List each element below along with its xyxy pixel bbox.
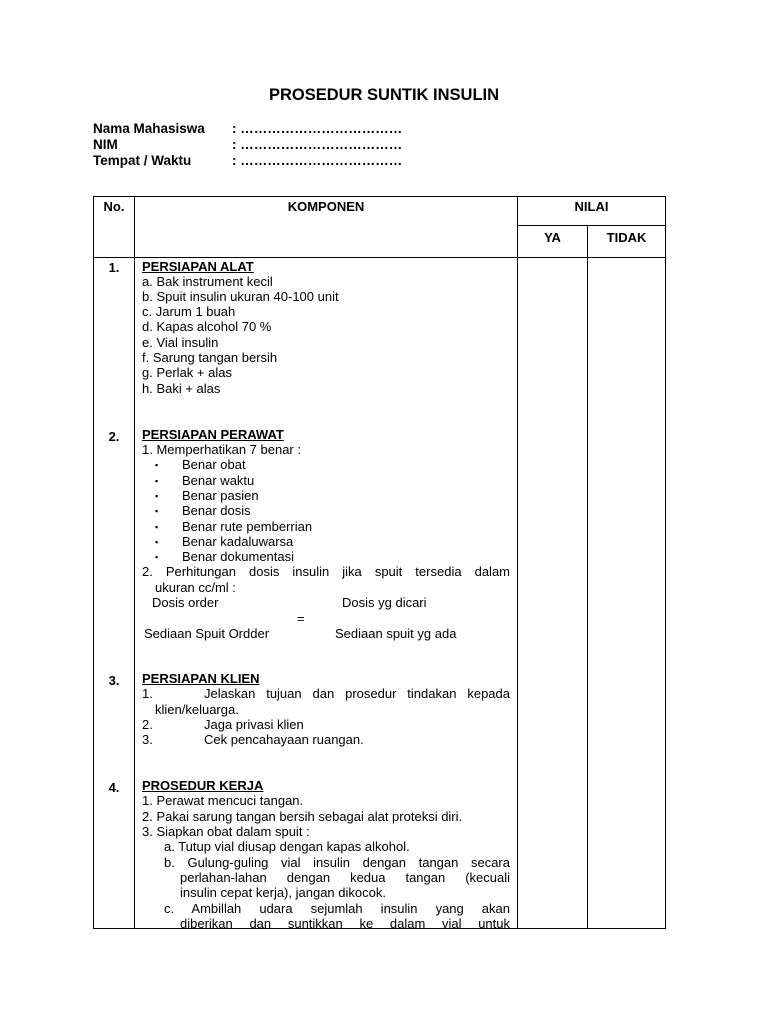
row-number: 4. bbox=[108, 780, 120, 795]
list-item-num: 3. bbox=[142, 732, 153, 747]
list-item: Cek pencahayaan ruangan. bbox=[204, 732, 364, 747]
step-item: 1. Perawat mencuci tangan. bbox=[142, 793, 304, 808]
row-number: 1. bbox=[108, 260, 120, 275]
info-label: Tempat / Waktu bbox=[93, 153, 192, 168]
header-ya: YA bbox=[518, 226, 588, 258]
formula-sediaan-order: Sediaan Spuit Ordder bbox=[144, 626, 270, 641]
bullet-item bbox=[155, 473, 255, 489]
ya-column-cell[interactable] bbox=[518, 258, 588, 929]
calc-instruction-cont: ukuran cc/ml : bbox=[155, 580, 236, 595]
list-item: c. Jarum 1 buah bbox=[142, 304, 236, 319]
student-info bbox=[93, 121, 402, 169]
sub-step-b-cont: perlahan-lahan dengan kedua tangan (kecuali bbox=[180, 870, 510, 885]
list-item-num: 1. bbox=[142, 686, 153, 701]
list-item: Jaga privasi klien bbox=[204, 717, 304, 732]
assessment-table bbox=[93, 196, 666, 929]
header-no: No. bbox=[94, 197, 135, 258]
info-label: Nama Mahasiswa bbox=[93, 121, 205, 136]
header-nilai: NILAI bbox=[518, 197, 666, 226]
bullet-icon: ▪ bbox=[155, 537, 159, 547]
section-title-perawat: PERSIAPAN PERAWAT bbox=[142, 427, 284, 442]
bullet-text: Benar rute pemberrian bbox=[182, 519, 313, 534]
formula-sediaan-ada: Sediaan spuit yg ada bbox=[335, 626, 457, 641]
list-item-num: 2. bbox=[142, 717, 153, 732]
list-item: f. Sarung tangan bersih bbox=[142, 350, 278, 365]
header-tidak: TIDAK bbox=[588, 226, 666, 258]
bullet-icon: ▪ bbox=[155, 476, 159, 486]
bullet-item bbox=[155, 488, 259, 504]
list-item: d. Kapas alcohol 70 % bbox=[142, 319, 272, 334]
list-item: g. Perlak + alas bbox=[142, 365, 232, 380]
bullet-icon: ▪ bbox=[155, 552, 159, 562]
bullet-text: Benar pasien bbox=[182, 488, 259, 503]
bullet-text: Benar dosis bbox=[182, 503, 251, 518]
formula-equals: = bbox=[297, 611, 305, 626]
section-title-prosedur: PROSEDUR KERJA bbox=[142, 778, 264, 793]
calc-instruction: 2. Perhitungan dosis insulin jika spuit tersedia dalam bbox=[142, 564, 510, 579]
formula-dosis-order: Dosis order bbox=[152, 595, 219, 610]
document-title: PROSEDUR SUNTIK INSULIN bbox=[268, 86, 500, 104]
list-item-cont: klien/keluarga. bbox=[155, 702, 239, 717]
sub-step-c-cont: diberikan dan suntikkan ke dalam vial untuk bbox=[180, 916, 510, 929]
bullet-item bbox=[155, 549, 295, 565]
row-number: 2. bbox=[108, 429, 120, 444]
list-item: h. Baki + alas bbox=[142, 381, 221, 396]
info-value: : ……………………………… bbox=[232, 153, 403, 168]
bullet-item bbox=[155, 534, 294, 550]
bullet-text: Benar dokumentasi bbox=[182, 549, 295, 564]
section-title-klien: PERSIAPAN KLIEN bbox=[142, 671, 260, 686]
component-column bbox=[135, 258, 518, 929]
sub-step-a: a. Tutup vial diusap dengan kapas alkohol. bbox=[164, 839, 410, 854]
bullet-text: Benar waktu bbox=[182, 473, 255, 488]
tidak-column-cell[interactable] bbox=[588, 258, 666, 929]
section-title-alat: PERSIAPAN ALAT bbox=[142, 259, 254, 274]
bullet-icon: ▪ bbox=[155, 460, 159, 470]
bullet-item bbox=[155, 457, 246, 473]
step-item: 2. Pakai sarung tangan bersih sebagai alat proteksi diri. bbox=[142, 809, 463, 824]
sub-step-b-cont: insulin cepat kerja), jangan dikocok. bbox=[180, 885, 386, 900]
bullet-icon: ▪ bbox=[155, 522, 159, 532]
bullet-item bbox=[155, 503, 251, 519]
info-row-place-time bbox=[93, 153, 402, 169]
list-item: Jelaskan tujuan dan prosedur tindakan kepada bbox=[204, 686, 510, 701]
list-item: a. Bak instrument kecil bbox=[142, 274, 273, 289]
header-komponen: KOMPONEN bbox=[135, 197, 518, 258]
list-item: b. Spuit insulin ukuran 40-100 unit bbox=[142, 289, 339, 304]
step-item: 3. Siapkan obat dalam spuit : bbox=[142, 824, 310, 839]
list-item: e. Vial insulin bbox=[142, 335, 219, 350]
row-number: 3. bbox=[108, 673, 120, 688]
sub-step-c: c. Ambillah udara sejumlah insulin yang akan bbox=[164, 901, 510, 916]
info-row-nim bbox=[93, 137, 402, 153]
list-item: 1. Memperhatikan 7 benar : bbox=[142, 442, 301, 457]
bullet-text: Benar kadaluwarsa bbox=[182, 534, 294, 549]
bullet-icon: ▪ bbox=[155, 506, 159, 516]
info-label: NIM bbox=[93, 137, 118, 152]
formula-dosis-dicari: Dosis yg dicari bbox=[342, 595, 427, 610]
bullet-icon: ▪ bbox=[155, 491, 159, 501]
info-row-name bbox=[93, 121, 402, 137]
info-value: : ……………………………… bbox=[232, 137, 403, 152]
info-value: : ……………………………… bbox=[232, 121, 403, 136]
number-column bbox=[94, 258, 135, 929]
sub-step-b: b. Gulung-guling vial insulin dengan tangan secara bbox=[164, 855, 510, 870]
bullet-item bbox=[155, 519, 313, 535]
bullet-text: Benar obat bbox=[182, 457, 246, 472]
